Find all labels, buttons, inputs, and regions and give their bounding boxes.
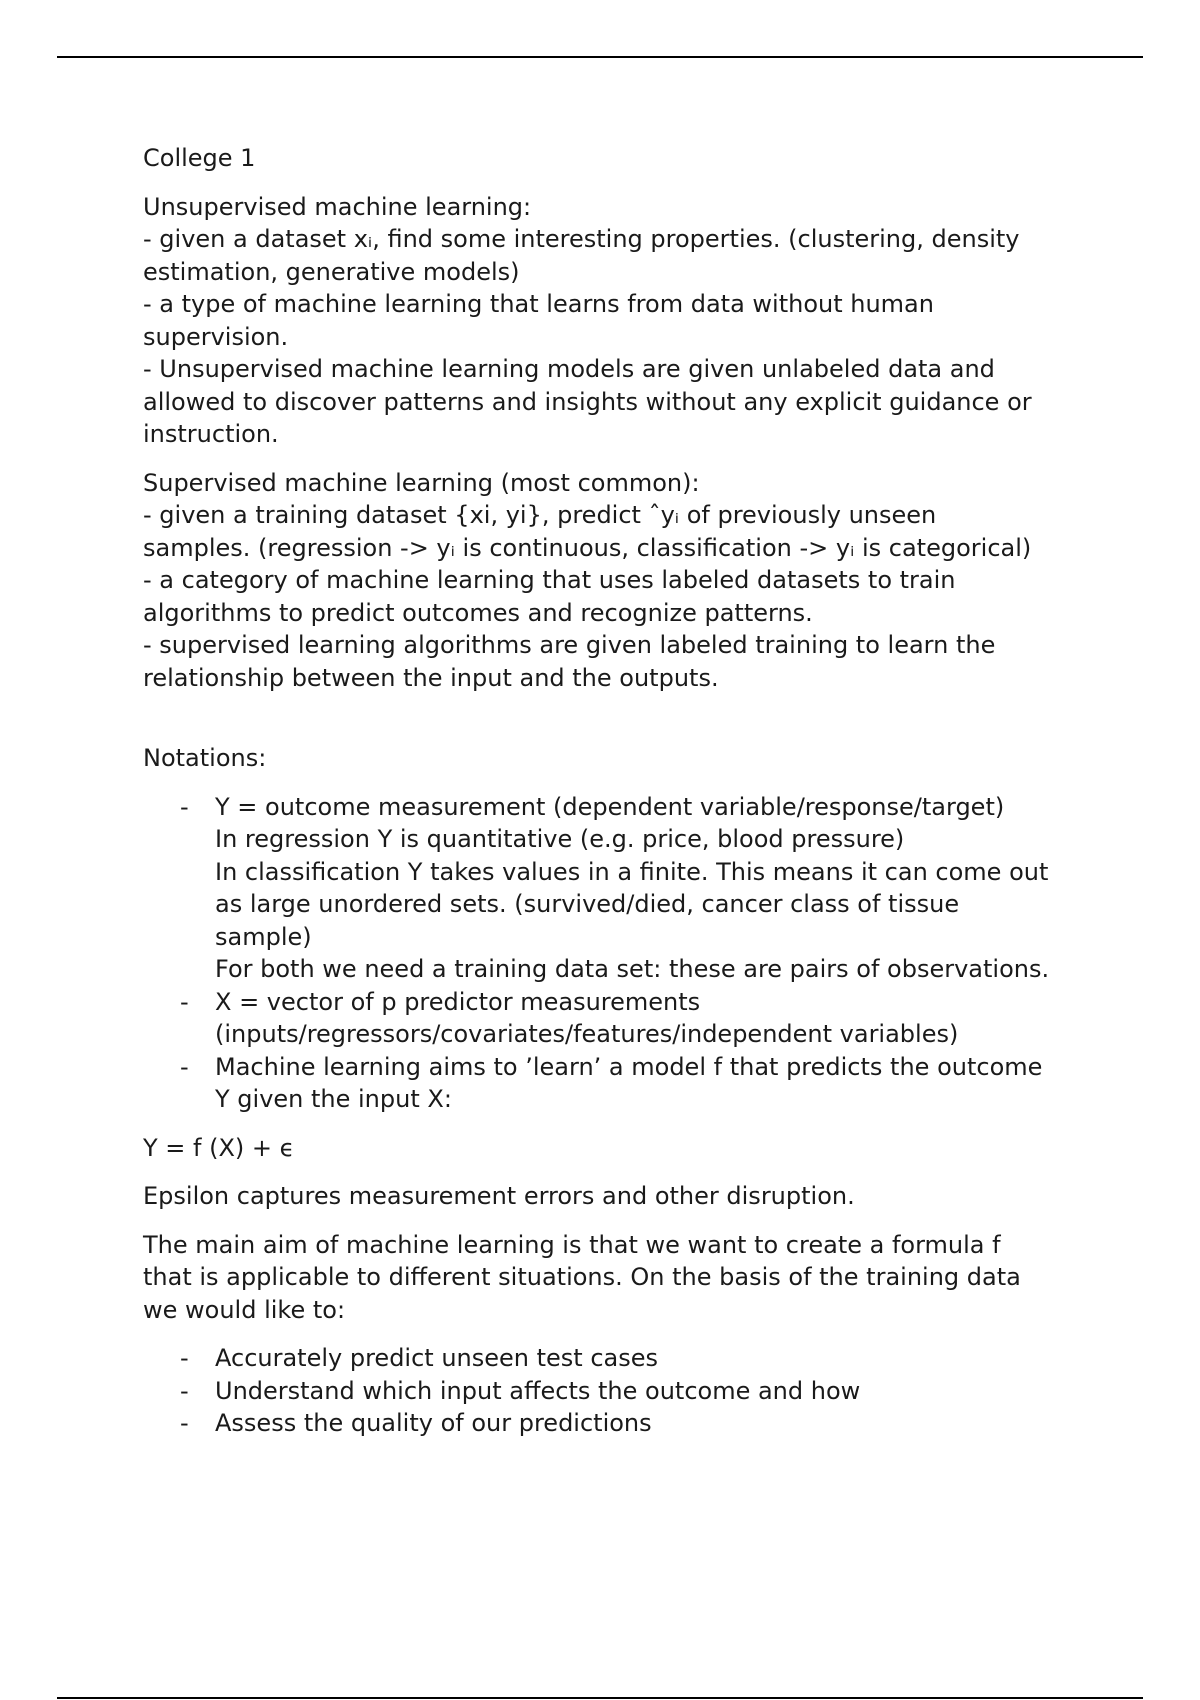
notations-list (143, 791, 1083, 1116)
supervised-line: - supervised learning algorithms are given labeled training to learn the (143, 631, 996, 659)
unsupervised-line: supervision. (143, 322, 289, 351)
list-item (143, 1375, 1195, 1408)
list-item-line: Y = outcome measurement (dependent variable/response/target) (215, 792, 1005, 821)
list-item-line: Machine learning aims to ’learn’ a model f that predicts the outcome (215, 1052, 1043, 1081)
unsupervised-line: allowed to discover patterns and insights without any explicit guidance or (143, 387, 1032, 416)
unsupervised-line: - a type of machine learning that learns from data without human (143, 290, 934, 318)
goal-text: Accurately predict unseen test cases (215, 1344, 659, 1372)
goal-text: Assess the quality of our predictions (215, 1409, 652, 1437)
list-item-line: In classification Y takes values in a finite. This means it can come out (215, 857, 1049, 886)
main-aim-line: The main aim of machine learning is that we want to create a formula f (143, 1230, 1001, 1259)
list-item-line: For both we need a training data set: these are pairs of observations. (215, 955, 1050, 983)
supervised-section (143, 467, 1083, 695)
dash-bullet: - (180, 987, 189, 1016)
list-item (143, 1407, 1195, 1440)
dash-bullet: - (180, 1052, 189, 1081)
supervised-line: relationship between the input and the outputs. (143, 663, 719, 692)
list-item-line: Y given the input X: (215, 1085, 452, 1113)
document-title: College 1 (143, 144, 256, 172)
list-item (143, 791, 1195, 986)
goal-text: Understand which input affects the outcome and how (215, 1376, 861, 1405)
goals-list (143, 1342, 1083, 1440)
notations-heading: Notations: (143, 744, 267, 772)
model-formula: Y = f (X) + ϵ (143, 1133, 295, 1162)
list-item (143, 986, 1195, 1051)
supervised-line: samples. (regression -> yᵢ is continuous, classification -> yᵢ is categorical) (143, 533, 1032, 562)
unsupervised-section (143, 191, 1083, 451)
dash-bullet: - (180, 1409, 189, 1437)
list-item-line: (inputs/regressors/covariates/features/independent variables) (215, 1020, 959, 1048)
top-page-rule (57, 56, 1143, 58)
list-item (143, 1051, 1195, 1116)
main-aim-line: we would like to: (143, 1295, 346, 1324)
list-item-line: sample) (215, 922, 312, 951)
unsupervised-line: - Unsupervised machine learning models are given unlabeled data and (143, 355, 995, 383)
main-aim-line: that is applicable to different situations. On the basis of the training data (143, 1263, 1021, 1291)
bottom-page-rule (57, 1697, 1143, 1699)
unsupervised-heading: Unsupervised machine learning: (143, 192, 532, 221)
dash-bullet: - (180, 792, 189, 821)
list-item (143, 1342, 1195, 1375)
unsupervised-line: - given a dataset xᵢ, find some interesting properties. (clustering, density (143, 225, 1020, 253)
unsupervised-line: instruction. (143, 420, 279, 448)
document-body (143, 142, 1083, 1440)
main-aim-paragraph (143, 1229, 1083, 1327)
list-item-line: as large unordered sets. (survived/died, cancer class of tissue (215, 890, 960, 918)
unsupervised-line: estimation, generative models) (143, 257, 520, 286)
dash-bullet: - (180, 1376, 189, 1405)
supervised-line: - given a training dataset {xi, yi}, predict ˆyᵢ of previously unseen (143, 501, 937, 529)
list-item-line: X = vector of p predictor measurements (215, 987, 701, 1016)
supervised-line: - a category of machine learning that uses labeled datasets to train (143, 566, 956, 594)
epsilon-note: Epsilon captures measurement errors and other disruption. (143, 1182, 855, 1210)
supervised-heading: Supervised machine learning (most common): (143, 468, 700, 497)
dash-bullet: - (180, 1344, 189, 1372)
list-item-line: In regression Y is quantitative (e.g. price, blood pressure) (215, 825, 905, 853)
supervised-line: algorithms to predict outcomes and recognize patterns. (143, 598, 813, 627)
